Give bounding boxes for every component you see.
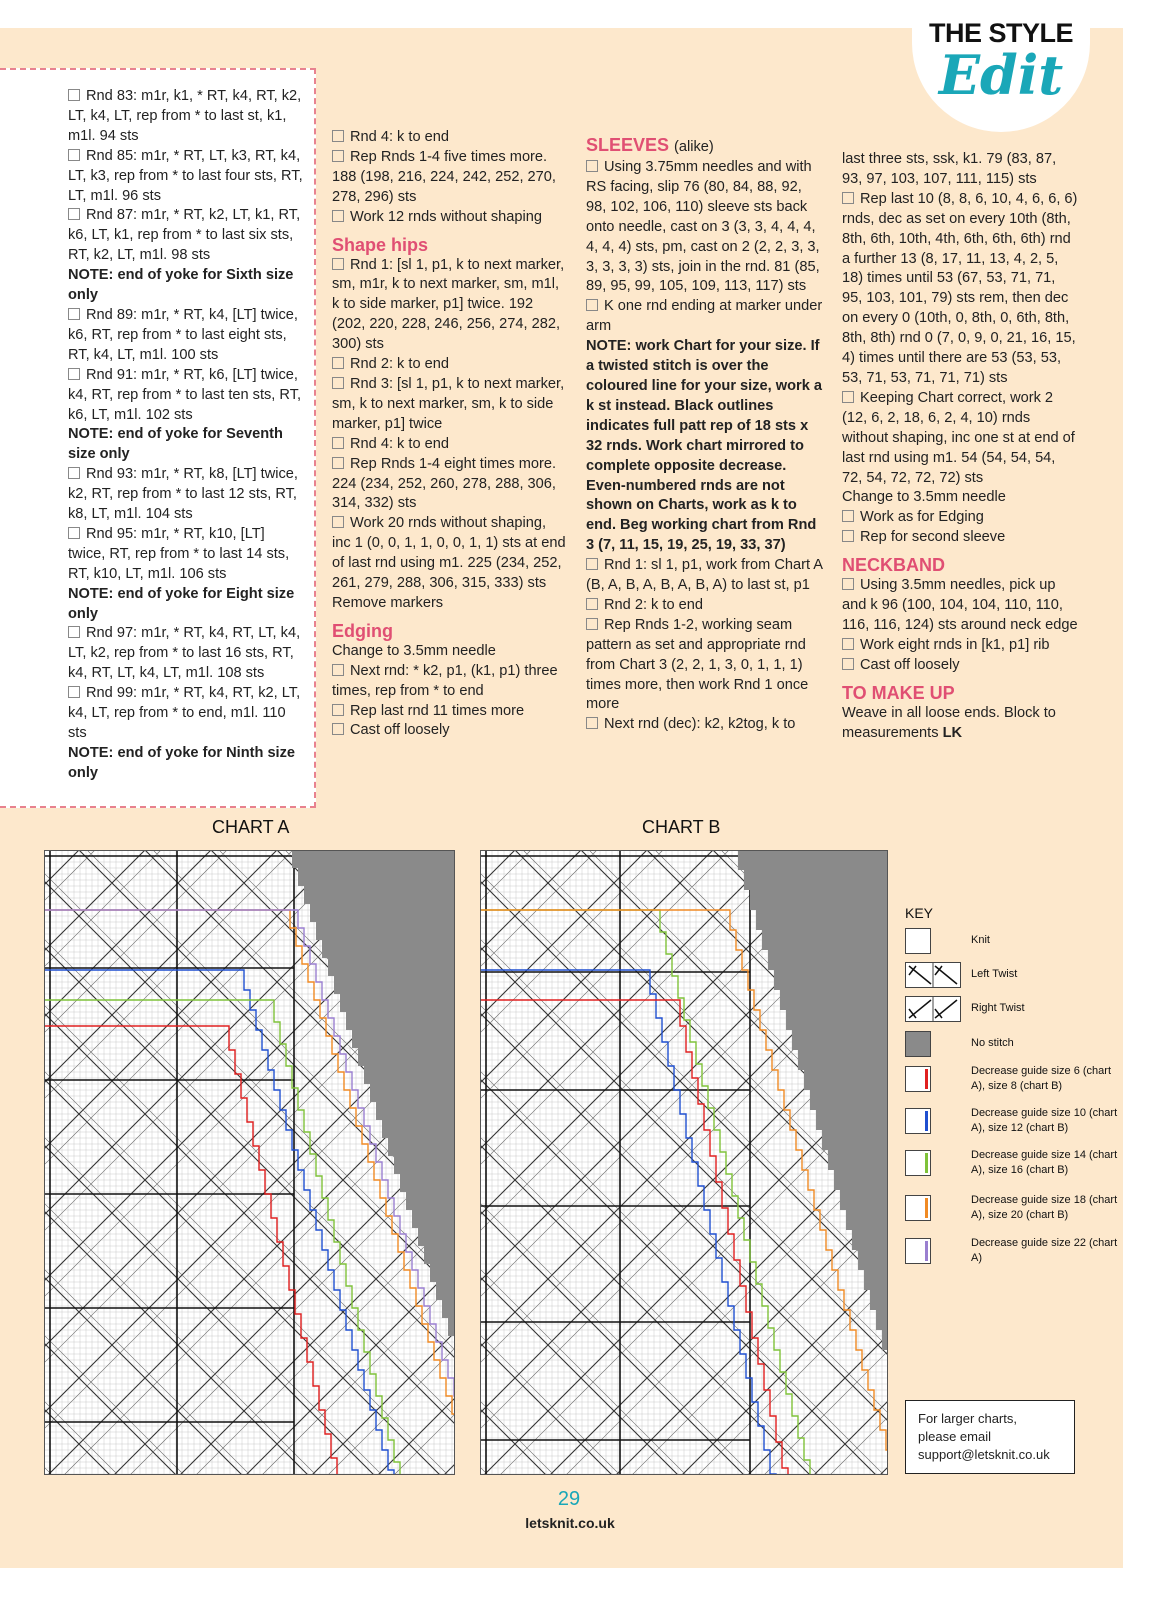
green-line-icon	[905, 1150, 931, 1176]
pattern-step	[332, 455, 568, 515]
right-twist-icon	[905, 996, 961, 1022]
step-text: Shape hips	[332, 234, 429, 255]
signoff: LK	[942, 724, 963, 741]
checkbox-icon[interactable]	[332, 723, 344, 735]
section-heading	[842, 682, 1078, 704]
pattern-step	[68, 684, 304, 744]
step-text: Using 3.75mm needles and with RS facing, slip 76 (80, 84, 88, 92, 98, 102, 106, 110) sleeve sts back onto needle, cast on 3 (3, 3, 4, 4, 4, 4, 4, 4) sts, pm, cast on 2 (2, 2, 3, 3, 3, 3, 3, 3) sts, join in the rnd. 81 (85, 89, 95, 99, 105, 109, 113, 117) sts	[586, 159, 820, 295]
checkbox-icon[interactable]	[842, 578, 854, 590]
step-text: Rnd 2: k to end	[604, 596, 703, 613]
pattern-note	[68, 425, 304, 465]
step-text: Rnd 99: m1r, * RT, k4, RT, k2, LT, k4, LT, rep from * to end, m1l. 110 sts	[68, 685, 301, 741]
key-label: Decrease guide size 14 (chart A), size 16 (chart B)	[971, 1149, 1118, 1176]
checkbox-icon[interactable]	[586, 598, 598, 610]
pattern-step	[68, 87, 304, 147]
checkbox-icon[interactable]	[586, 160, 598, 172]
no-stitch-icon	[905, 1031, 931, 1057]
step-text: Rnd 89: m1r, * RT, k4, [LT] twice, k6, RT, rep from * to last eight sts, RT, k4, LT, m1l. 100 sts	[68, 306, 298, 363]
step-text: Change to 3.5mm needle	[332, 642, 496, 659]
key-label: Decrease guide size 10 (chart A), size 12 (chart B)	[971, 1107, 1118, 1134]
checkbox-icon[interactable]	[332, 704, 344, 716]
pattern-step	[842, 150, 1078, 190]
step-text: Rnd 1: [sl 1, p1, k to next marker, sm, m1r, k to next marker, sm, m1l, k to side marker, p1] twice. 192 (202, 220, 228, 246, 256, 274, 282, 300) sts	[332, 256, 565, 353]
checkbox-icon[interactable]	[332, 210, 344, 222]
pattern-note	[586, 337, 824, 556]
step-text: Cast off loosely	[860, 656, 960, 673]
checkbox-icon[interactable]	[332, 457, 344, 469]
checkbox-icon[interactable]	[842, 638, 854, 650]
pattern-step	[332, 355, 568, 375]
step-text: K one rnd ending at marker under arm	[586, 298, 823, 335]
checkbox-icon[interactable]	[332, 377, 344, 389]
checkbox-icon[interactable]	[68, 527, 80, 539]
pattern-step	[332, 256, 568, 356]
step-text: last three sts, ssk, k1. 79 (83, 87, 93, 97, 103, 107, 111, 115) sts	[842, 151, 1057, 187]
checkbox-icon[interactable]	[842, 391, 854, 403]
step-text: Work eight rnds in [k1, p1] rib	[860, 636, 1050, 653]
step-text: Rnd 85: m1r, * RT, LT, k3, RT, k4, LT, k3, rep from * to last four sts, RT, LT, m1l. 96 sts	[68, 147, 303, 204]
checkbox-icon[interactable]	[842, 510, 854, 522]
step-text: Rnd 1: sl 1, p1, work from Chart A (B, A, B, A, B, A, B, A) to last st, p1	[586, 557, 823, 594]
pattern-note	[68, 266, 304, 306]
section-heading	[332, 620, 568, 642]
checkbox-icon[interactable]	[68, 467, 80, 479]
pattern-step	[68, 366, 304, 426]
checkbox-icon[interactable]	[586, 299, 598, 311]
pattern-step	[332, 662, 568, 702]
pattern-step	[332, 594, 568, 614]
key-label: Right Twist	[971, 1002, 1025, 1014]
pattern-step	[332, 148, 568, 208]
chart-b	[480, 850, 888, 1475]
step-text: Rep last rnd 11 times more	[350, 702, 525, 719]
pattern-step	[842, 508, 1078, 528]
pattern-step	[332, 721, 568, 741]
step-text: Edging	[332, 620, 393, 641]
site-url[interactable]: letsknit.co.uk	[525, 1515, 615, 1531]
pattern-step	[586, 596, 824, 616]
pattern-step	[842, 389, 1078, 489]
pattern-step	[586, 715, 824, 735]
pattern-step	[842, 488, 1078, 508]
step-text: NOTE: end of yoke for Sixth size only	[68, 267, 294, 304]
key-label: Decrease guide size 6 (chart A), size 8 (chart B)	[971, 1065, 1112, 1092]
step-text: Next rnd: * k2, p1, (k1, p1) three times, rep from * to end	[332, 662, 558, 699]
checkbox-icon[interactable]	[68, 208, 80, 220]
pattern-step	[586, 556, 824, 596]
step-text: Keeping Chart correct, work 2 (12, 6, 2, 18, 6, 2, 4, 10) rnds without shaping, inc one st at end of last rnd using m1. 54 (54, 54, 54, 72, 54, 72, 72, 72) sts	[842, 389, 1075, 486]
email-line-2: please email	[918, 1429, 991, 1444]
pattern-step	[332, 702, 568, 722]
section-heading	[332, 234, 568, 256]
step-text: Rnd 3: [sl 1, p1, k to next marker, sm, k to next marker, sm, k to side marker, p1] twice	[332, 375, 565, 432]
pattern-step	[586, 158, 824, 297]
checkbox-icon[interactable]	[332, 130, 344, 142]
pattern-note	[68, 585, 304, 625]
checkbox-icon[interactable]	[842, 658, 854, 670]
pattern-step	[842, 190, 1078, 389]
pattern-step	[842, 528, 1078, 548]
pattern-step	[68, 624, 304, 684]
pattern-note	[68, 744, 304, 784]
key-title: KEY	[905, 905, 934, 921]
pattern-step	[586, 616, 824, 716]
step-text: Rep Rnds 1-4 eight times more. 224 (234, 252, 260, 278, 288, 306, 314, 332) sts	[332, 455, 557, 512]
checkbox-icon[interactable]	[586, 558, 598, 570]
pattern-step	[332, 208, 568, 228]
purple-line-icon	[905, 1238, 931, 1264]
step-text: NOTE: end of yoke for Ninth size only	[68, 744, 296, 781]
larger-charts-note	[905, 1400, 1075, 1474]
step-text: Work 20 rnds without shaping, inc 1 (0, 0, 1, 1, 0, 0, 1, 1) sts at end of last rnd using m1. 225 (234, 252, 261, 279, 288, 306, 315, 333) sts	[332, 515, 566, 592]
checkbox-icon[interactable]	[586, 717, 598, 729]
checkbox-icon[interactable]	[68, 149, 80, 161]
step-text: Rep Rnds 1-2, working seam pattern as set and appropriate rnd from Chart 3 (2, 2, 1, 3, 0, 1, 1, 1) times more, then work Rnd 1 once more	[586, 616, 809, 713]
email-line-1: For larger charts,	[918, 1411, 1017, 1426]
section-heading	[842, 554, 1078, 576]
checkbox-icon[interactable]	[332, 150, 344, 162]
pattern-step	[68, 465, 304, 525]
checkbox-icon[interactable]	[68, 626, 80, 638]
step-text: Rnd 95: m1r, * RT, k10, [LT] twice, RT, rep from * to last 14 sts, RT, k10, LT, m1l. 106 sts	[68, 525, 290, 582]
checkbox-icon[interactable]	[332, 258, 344, 270]
step-text: Rnd 93: m1r, * RT, k8, [LT] twice, k2, RT, rep from * to last 12 sts, RT, k8, LT, m1l. 104 sts	[68, 466, 298, 523]
pattern-step	[332, 642, 568, 662]
step-text: Rnd 87: m1r, * RT, k2, LT, k1, RT, k6, LT, k1, rep from * to last six sts, RT, k2, LT, m1l. 98 sts	[68, 207, 301, 264]
checkbox-icon[interactable]	[68, 308, 80, 320]
pattern-step	[842, 636, 1078, 656]
checkbox-icon[interactable]	[332, 516, 344, 528]
step-text: Next rnd (dec): k2, k2tog, k to	[604, 716, 796, 733]
step-text: Remove markers	[332, 594, 444, 611]
step-text: NOTE: work Chart for your size. If a twisted stitch is over the coloured line for your size, work a k st instead. Black outlines indicates full patt rep of 18 sts x 32 rnds. Work chart mirrored to complete opposite decrease. Even-numbered rnds are not shown on Charts, work as k to end. Beg working chart from Rnd 3 (7, 11, 15, 19, 25, 19, 33, 37)	[586, 338, 822, 554]
step-text: Rep last 10 (8, 8, 6, 10, 4, 6, 6, 6) rnds, dec as set on every 10th (8th, 8th, 6th, 10th, 4th, 6th, 6th, 6th) rnd a further 13 (8, 17, 11, 13, 4, 2, 5, 18) times until 53 (67, 53, 71, 71, 95, 103, 101, 79) sts rem, then dec on every 0 (10th, 0, 8th, 0, 6th, 8th, 8th, 8th) rnd 0 (7, 0, 9, 0, 21, 16, 15, 4) times until there are 53 (53, 53, 53, 71, 53, 71, 71, 71) sts	[842, 190, 1078, 386]
pattern-step	[842, 704, 1078, 744]
blue-line-icon	[905, 1108, 931, 1134]
checkbox-icon[interactable]	[842, 192, 854, 204]
step-text: Rnd 4: k to end	[350, 129, 449, 145]
column-4	[842, 150, 1078, 743]
chart-a-title: CHART A	[212, 817, 290, 837]
pattern-step	[68, 306, 304, 366]
pattern-step	[586, 297, 824, 337]
pattern-step	[332, 375, 568, 435]
pattern-step	[68, 525, 304, 585]
pattern-step	[332, 514, 568, 594]
page-number: 29	[557, 1488, 581, 1510]
step-text: Work 12 rnds without shaping	[350, 208, 542, 225]
checkbox-icon[interactable]	[332, 437, 344, 449]
chart-a	[44, 850, 455, 1475]
step-text: Work as for Edging	[860, 509, 984, 526]
brand-line-1: THE STYLE	[928, 18, 1073, 48]
red-line-icon	[905, 1066, 931, 1092]
checkbox-icon[interactable]	[842, 530, 854, 542]
pattern-step	[68, 206, 304, 266]
step-text: Change to 3.5mm needle	[842, 489, 1006, 506]
key-label: No stitch	[971, 1037, 1014, 1049]
pattern-step	[332, 435, 568, 455]
brand-line-2: Edit	[938, 43, 1064, 107]
checkbox-icon[interactable]	[68, 89, 80, 101]
section-heading	[586, 134, 824, 158]
checkbox-icon[interactable]	[332, 664, 344, 676]
step-text: TO MAKE UP	[842, 682, 955, 703]
checkbox-icon[interactable]	[68, 686, 80, 698]
step-text: Rep for second sleeve	[860, 529, 1006, 546]
column-3	[586, 128, 824, 735]
step-text: Using 3.5mm needles, pick up and k 96 (100, 104, 104, 110, 110, 116, 116, 124) sts around neck edge	[842, 577, 1078, 633]
pattern-step	[332, 128, 568, 148]
knit-square-icon	[905, 928, 931, 954]
column-2	[332, 128, 568, 741]
step-text: NOTE: end of yoke for Seventh size only	[68, 426, 283, 463]
checkbox-icon[interactable]	[586, 618, 598, 630]
step-text: Rnd 2: k to end	[350, 356, 449, 373]
pattern-step	[842, 576, 1078, 636]
step-text: NOTE: end of yoke for Eight size only	[68, 585, 295, 622]
step-text: NECKBAND	[842, 555, 945, 576]
pattern-step	[68, 147, 304, 207]
step-text: Rnd 4: k to end	[350, 435, 449, 452]
sleeves-alike: (alike)	[674, 139, 714, 155]
chart-b-title: CHART B	[642, 817, 721, 837]
left-twist-icon	[905, 962, 961, 988]
step-text: Cast off loosely	[350, 722, 450, 739]
key-label: Decrease guide size 22 (chart A)	[971, 1237, 1118, 1264]
key-label: Decrease guide size 18 (chart A), size 20 (chart B)	[971, 1194, 1118, 1221]
step-text: Rnd 83: m1r, k1, * RT, k4, RT, k2, LT, k4, LT, rep from * to last st, k1, m1l. 94 sts	[68, 88, 302, 144]
orange-line-icon	[905, 1195, 931, 1221]
checkbox-icon[interactable]	[68, 368, 80, 380]
sleeves-title: SLEEVES	[586, 135, 670, 155]
step-text: Rnd 97: m1r, * RT, k4, RT, LT, k4, LT, k2, rep from * to last 16 sts, RT, k4, RT, LT, k4, LT, m1l. 108 sts	[68, 625, 301, 682]
step-text: Weave in all loose ends. Block to measurements	[842, 704, 1056, 741]
column-1	[68, 87, 304, 784]
email-address[interactable]: support@letsknit.co.uk	[918, 1447, 1050, 1462]
step-text: Rep Rnds 1-4 five times more. 188 (198, 216, 224, 242, 252, 270, 278, 296) sts	[332, 148, 556, 205]
pattern-step	[842, 656, 1078, 676]
checkbox-icon[interactable]	[332, 357, 344, 369]
key-label: Knit	[971, 934, 990, 946]
key-label: Left Twist	[971, 968, 1018, 980]
step-text: Rnd 91: m1r, * RT, k6, [LT] twice, k4, RT, rep from * to last ten sts, RT, k6, LT, m1l. 102 sts	[68, 366, 302, 423]
